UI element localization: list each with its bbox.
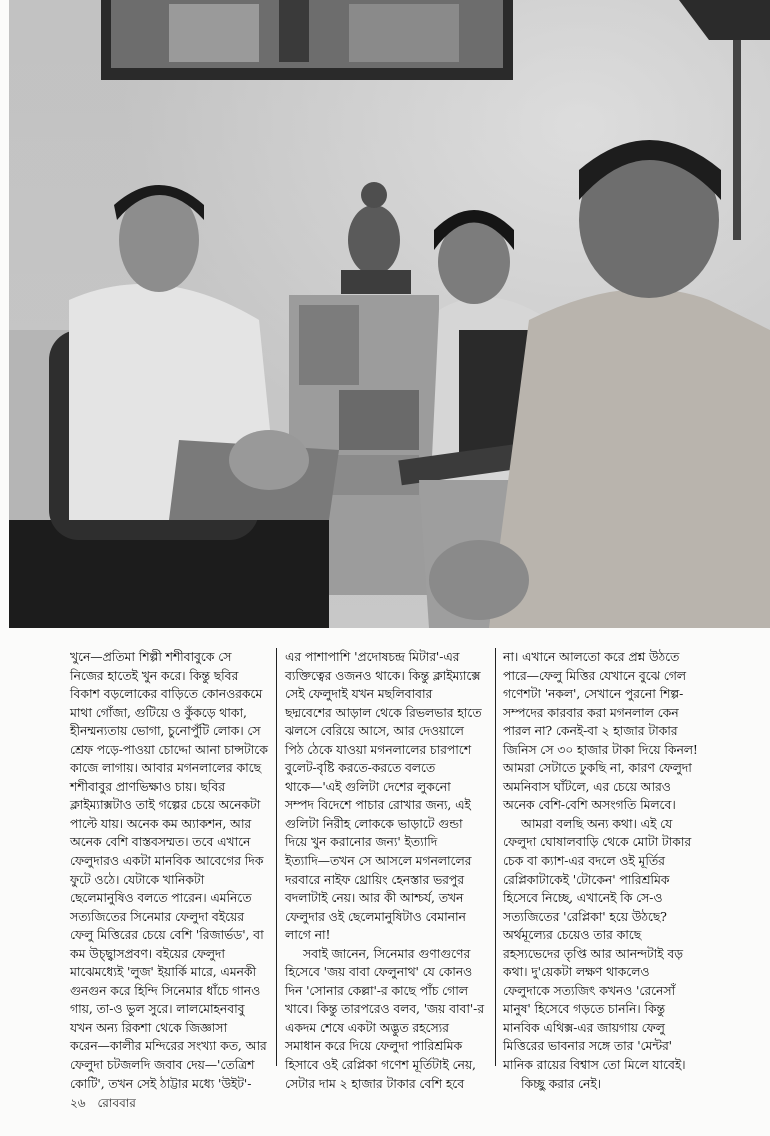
text-line: ছদ্মবেশের আড়াল থেকে রিভলভার হাতে xyxy=(285,704,482,720)
text-line: চেক বা ক্যাশ-এর বদলে ওই মূর্তির xyxy=(503,853,665,869)
text-line: ঝলসে বেরিয়ে আসে, আর দেওয়ালে xyxy=(285,723,464,739)
text-line: সত্যজিতের 'রেপ্লিকা' হয়ে উঠছে? xyxy=(503,908,667,924)
text-line: শ্রেফ পড়ে-পাওয়া চোদ্দো আনা চান্সটাকে xyxy=(70,741,268,757)
text-line: মিত্তিরের ভাবনার সঙ্গে তার 'মেন্টর' xyxy=(503,1038,672,1054)
text-line: খাবে। কিন্তু তারপরেও বলব, 'জয় বাবা'-র xyxy=(285,1001,484,1017)
text-line: লাগে না! xyxy=(285,927,331,943)
text-line: অর্থমূল্যের চেয়েও তার কাছে xyxy=(503,927,642,943)
text-line: থাকে—'এই গুলিটা দেশের লুকনো xyxy=(285,778,451,794)
text-line: রেপ্লিকাটাকেই 'টোকেন' পারিশ্রমিক xyxy=(503,871,670,887)
text-line: কম উচ্ছ্বাসপ্রবণ। বইয়ের ফেলুদা xyxy=(70,945,225,961)
text-line: ফেলু মিত্তিরের চেয়ে বেশি 'রিজার্ভড', বা xyxy=(70,927,264,943)
text-line: গুনগুন করে হিন্দি সিনেমার ধাঁচে গানও xyxy=(70,982,261,998)
text-line: ফেলুদা ঘোষালবাড়ি থেকে মোটা টাকার xyxy=(503,834,692,850)
text-line: পাল্টে যায়। অনেক কম অ্যাকশন, আর xyxy=(70,815,252,831)
text-line: হিসেবে নিচ্ছে, এখানেই কি সে-ও xyxy=(503,890,663,906)
text-line: অমনিবাস ঘাঁটলে, এর চেয়ে আরও xyxy=(503,778,671,794)
text-line: সবাই জানেন, সিনেমার গুণাগুণের xyxy=(303,945,471,961)
text-line: মাঝেমধ্যেই 'লুজ' ইয়ার্কি মারে, এমনকী xyxy=(70,964,256,980)
text-line: মানিক রায়ের বিশ্বাস তো মিলে যাবেই। xyxy=(503,1057,686,1073)
text-line: ফেলুদাকে সত্যজিৎ কখনও 'রেনেসাঁ xyxy=(503,982,676,998)
text-line: বুলেট-বৃষ্টি করতে-করতে বলতে xyxy=(285,760,436,776)
text-line: দরবারে নাইফ থ্রোয়িং হেনস্তার ভরপুর xyxy=(285,871,464,887)
text-line: মাথা গোঁজা, গুটিয়ে ও কুঁকড়ে থাকা, xyxy=(70,704,247,720)
text-line: যখন অন্য রিকশা থেকে জিজ্ঞাসা xyxy=(70,1019,227,1035)
text-line: ক্লাইম্যাক্সটাও তাই গল্পের চেয়ে অনেকটা xyxy=(70,797,261,813)
text-line: অনেক বেশি-বেশি অসংগতি মিলবে। xyxy=(503,797,676,813)
text-line: সেই ফেলুদাই যখন মছলিবাবার xyxy=(285,686,433,702)
text-line: গায়, তা-ও ভুল সুরে। লালমোহনবাবু xyxy=(70,1001,245,1017)
text-line: রহস্যভেদের তৃপ্তি আর আনন্দটাই বড় xyxy=(503,945,683,961)
text-line: পারল না? কেনই-বা ২ হাজার টাকার xyxy=(503,723,678,739)
text-line: খুনে—প্রতিমা শিল্পী শশীবাবুকে সে xyxy=(70,649,232,664)
text-line: একদম শেষে একটা অদ্ভুত রহস্যের xyxy=(285,1019,449,1035)
text-line: ফেলুদারও একটা মানবিক আবেগের দিক xyxy=(70,853,264,869)
text-line: হীনম্মন্যতায় ভোগা, চুনোপুঁটি লোক। সে xyxy=(70,723,261,739)
text-line: হিসেবে 'জয় বাবা ফেলুনাথ' যে কোনও xyxy=(285,964,473,980)
text-line: নিজের হাতেই খুন করে। কিন্তু ছবির xyxy=(70,667,239,683)
text-line: জিনিস সে ৩০ হাজার টাকা দিয়ে কিনল! xyxy=(503,741,698,757)
text-line: ইত্যাদি—তখন সে আসলে মগনলালের xyxy=(285,853,472,869)
text-line: সম্পদের কারবার করা মগনলাল কেন xyxy=(503,704,679,720)
film-still-photo xyxy=(9,0,770,628)
text-line: বিকাশ বড়লোকের বাড়িতে কোনওরকমে xyxy=(70,686,263,702)
text-line: দিন 'সোনার কেল্লা'-র কাছে পাঁচ গোল xyxy=(285,982,468,998)
text-line: ছেলেমানুষিও বলতে পারেন। এমনিতে xyxy=(70,890,252,906)
text-line: আমরা সেটাতে ঢুকছি না, কারণ ফেলুদা xyxy=(503,760,692,776)
text-line: শশীবাবুর প্রাণভিক্ষাও চায়। ছবির xyxy=(70,778,225,794)
column-divider xyxy=(495,648,496,1066)
text-line: সম্পদ বিদেশে পাচার রোখার জন্য, এই xyxy=(285,797,471,813)
article-column-3 xyxy=(503,648,703,1093)
text-line: মানুষ' হিসেবে গড়তে চাননি। কিন্তু xyxy=(503,1001,665,1017)
text-line: না। এখানে আলতো করে প্রশ্ন উঠতে xyxy=(503,649,680,664)
text-line: ফুটে ওঠে। যেটাকে খানিকটা xyxy=(70,871,205,887)
text-line: ব্যক্তিত্বের ওজনও থাকে। কিন্তু ক্লাইম্যাক্সে xyxy=(285,667,481,683)
text-line: সেটার দাম ২ হাজার টাকার বেশি হবে xyxy=(285,1075,465,1091)
text-line: এর পাশাপাশি 'প্রদোষচন্দ্র মিটার'-এর xyxy=(285,649,460,664)
magazine-name: রোববার xyxy=(97,1096,136,1110)
text-line: পিঠ ঠেকে যাওয়া মগনলালের চারপাশে xyxy=(285,741,471,757)
text-line: কিচ্ছু করার নেই। xyxy=(521,1075,602,1091)
text-line: গুলিটা নিরীহ লোককে ভাড়াটে গুন্ডা xyxy=(285,815,463,831)
text-line: অনেক বেশি বাস্তবসম্মত। তবে এখানে xyxy=(70,834,251,850)
text-line: ফেলুদা চটজলদি জবাব দেয়—'তেত্রিশ xyxy=(70,1057,255,1073)
text-line: ফেলুদার ওই ছেলেমানুষিটাও বেমানান xyxy=(285,908,466,924)
text-line: সত্যজিতের সিনেমার ফেলুদা বইয়ের xyxy=(70,908,244,924)
text-line: গণেশটা 'নকল', সেখানে পুরনো শিল্প- xyxy=(503,686,684,702)
page-number: ২৬ xyxy=(70,1096,86,1110)
text-line: হিসাবে ওই রেপ্লিকা গণেশ মূর্তিটাই নেয়, xyxy=(285,1057,476,1073)
text-line: পারে—ফেলু মিত্তির যেখানে বুঝে গেল xyxy=(503,667,686,683)
page-footer xyxy=(70,1095,144,1115)
column-divider xyxy=(276,648,277,1066)
text-line: সমাধান করে দিয়ে ফেলুদা পারিশ্রমিক xyxy=(285,1038,463,1054)
text-line: আমরা বলছি অন্য কথা। এই যে xyxy=(521,815,673,831)
text-line: কথা। দু'য়েকটা লক্ষণ থাকলেও xyxy=(503,964,650,980)
text-line: বদলাটাই নেয়। আর কী আশ্চর্য, তখন xyxy=(285,890,464,906)
text-line: মানবিক এথিক্স-এর জায়গায় ফেলু xyxy=(503,1019,665,1035)
article-column-1 xyxy=(70,648,266,1093)
text-line: কাজে লাগায়। আবার মগনলালের কাছে xyxy=(70,760,262,776)
text-line: কোটি', তখন সেই ঠাট্টার মধ্যে 'উইট'- xyxy=(70,1075,252,1091)
article-column-2 xyxy=(285,648,482,1093)
text-line: করেন—কালীর মন্দিরের সংখ্যা কত, আর xyxy=(70,1038,267,1054)
text-line: দিয়ে খুন করানোর জন্য' ইত্যাদি xyxy=(285,834,438,850)
